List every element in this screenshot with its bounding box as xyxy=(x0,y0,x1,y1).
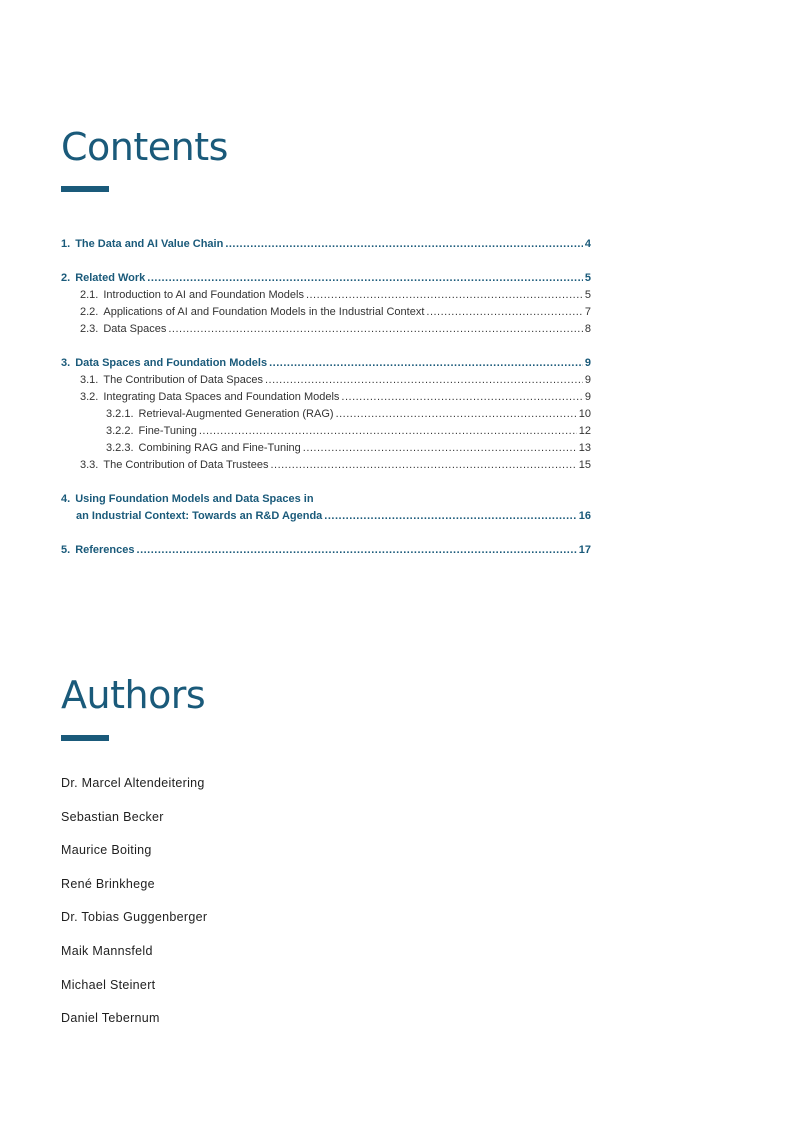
toc-number: 5. xyxy=(61,544,71,556)
toc-entry-3-2[interactable] xyxy=(61,389,591,406)
toc-label: Related Work xyxy=(75,272,146,284)
toc-label: Retrieval-Augmented Generation (RAG) xyxy=(138,408,334,420)
toc-entry-3-2-3[interactable] xyxy=(61,440,591,457)
toc-leader xyxy=(270,457,576,474)
toc-leader xyxy=(303,440,577,457)
toc-page-number: 9 xyxy=(584,374,591,386)
toc-entry-4[interactable] xyxy=(61,491,591,508)
toc-label: Fine-Tuning xyxy=(138,425,197,437)
contents-title: Contents xyxy=(61,125,228,169)
toc-entry-3-2-1[interactable] xyxy=(61,406,591,423)
toc-number: 3.2.2. xyxy=(106,425,134,437)
toc-number: 3.2.3. xyxy=(106,442,134,454)
toc-leader xyxy=(306,287,583,304)
author-name: Maik Mannsfeld xyxy=(61,943,153,958)
toc-leader xyxy=(324,508,576,525)
table-of-contents xyxy=(61,236,591,559)
author-name: Sebastian Becker xyxy=(61,809,164,824)
toc-label: The Contribution of Data Trustees xyxy=(103,459,269,471)
author-name: Daniel Tebernum xyxy=(61,1011,160,1026)
toc-page-number: 9 xyxy=(584,357,591,369)
toc-leader xyxy=(336,406,577,423)
toc-label: References xyxy=(75,544,135,556)
toc-label: Data Spaces and Foundation Models xyxy=(75,357,268,369)
author-name: René Brinkhege xyxy=(61,876,155,891)
toc-leader xyxy=(265,372,583,389)
toc-entry-2-3[interactable] xyxy=(61,321,591,338)
toc-number: 3.2.1. xyxy=(106,408,134,420)
toc-number: 2.3. xyxy=(80,323,99,335)
toc-number: 1. xyxy=(61,238,71,250)
toc-page-number: 15 xyxy=(578,459,591,471)
toc-number: 3.2. xyxy=(80,391,99,403)
toc-page-number: 12 xyxy=(578,425,591,437)
toc-number: 2. xyxy=(61,272,71,284)
toc-entry-1[interactable] xyxy=(61,236,591,253)
toc-page-number: 7 xyxy=(584,306,591,318)
toc-label: Applications of AI and Foundation Models in the Industrial Context xyxy=(103,306,425,318)
author-name: Maurice Boiting xyxy=(61,843,152,858)
toc-page-number: 10 xyxy=(578,408,591,420)
toc-label-continued: an Industrial Context: Towards an R&D Agenda xyxy=(76,510,323,522)
toc-page-number: 17 xyxy=(578,544,591,556)
author-name: Dr. Marcel Altendeitering xyxy=(61,776,205,790)
toc-number: 3.3. xyxy=(80,459,99,471)
toc-page-number: 8 xyxy=(584,323,591,335)
toc-leader xyxy=(199,423,577,440)
toc-leader xyxy=(341,389,582,406)
toc-page-number: 4 xyxy=(584,238,591,250)
toc-leader xyxy=(269,355,583,372)
toc-entry-3[interactable] xyxy=(61,355,591,372)
authors-accent-bar xyxy=(61,735,109,741)
toc-number: 4. xyxy=(61,493,71,505)
toc-leader xyxy=(147,270,583,287)
toc-label: Using Foundation Models and Data Spaces in xyxy=(75,493,314,505)
toc-entry-2-1[interactable] xyxy=(61,287,591,304)
toc-label: The Contribution of Data Spaces xyxy=(103,374,263,386)
toc-label: Combining RAG and Fine-Tuning xyxy=(138,442,301,454)
toc-label: The Data and AI Value Chain xyxy=(75,238,224,250)
toc-label: Integrating Data Spaces and Foundation Models xyxy=(103,391,340,403)
toc-entry-3-1[interactable] xyxy=(61,372,591,389)
toc-number: 3. xyxy=(61,357,71,369)
toc-entry-2[interactable] xyxy=(61,270,591,287)
toc-number: 2.2. xyxy=(80,306,99,318)
contents-accent-bar xyxy=(61,186,109,192)
toc-leader xyxy=(168,321,583,338)
authors-title: Authors xyxy=(61,673,206,717)
toc-entry-4-continued[interactable] xyxy=(61,508,591,525)
toc-label: Data Spaces xyxy=(103,323,167,335)
toc-entry-2-2[interactable] xyxy=(61,304,591,321)
authors-list xyxy=(61,773,207,1042)
author-name: Michael Steinert xyxy=(61,977,156,992)
toc-page-number: 13 xyxy=(578,442,591,454)
toc-page-number: 9 xyxy=(584,391,591,403)
toc-number: 3.1. xyxy=(80,374,99,386)
toc-page-number: 5 xyxy=(584,272,591,284)
toc-leader xyxy=(225,236,583,253)
toc-number: 2.1. xyxy=(80,289,99,301)
toc-entry-3-2-2[interactable] xyxy=(61,423,591,440)
toc-label: Introduction to AI and Foundation Models xyxy=(103,289,304,301)
toc-leader xyxy=(137,542,577,559)
toc-entry-3-3[interactable] xyxy=(61,457,591,474)
author-name: Dr. Tobias Guggenberger xyxy=(61,910,208,925)
toc-page-number: 5 xyxy=(584,289,591,301)
toc-entry-5[interactable] xyxy=(61,542,591,559)
toc-leader xyxy=(426,304,582,321)
toc-page-number: 16 xyxy=(578,510,591,522)
